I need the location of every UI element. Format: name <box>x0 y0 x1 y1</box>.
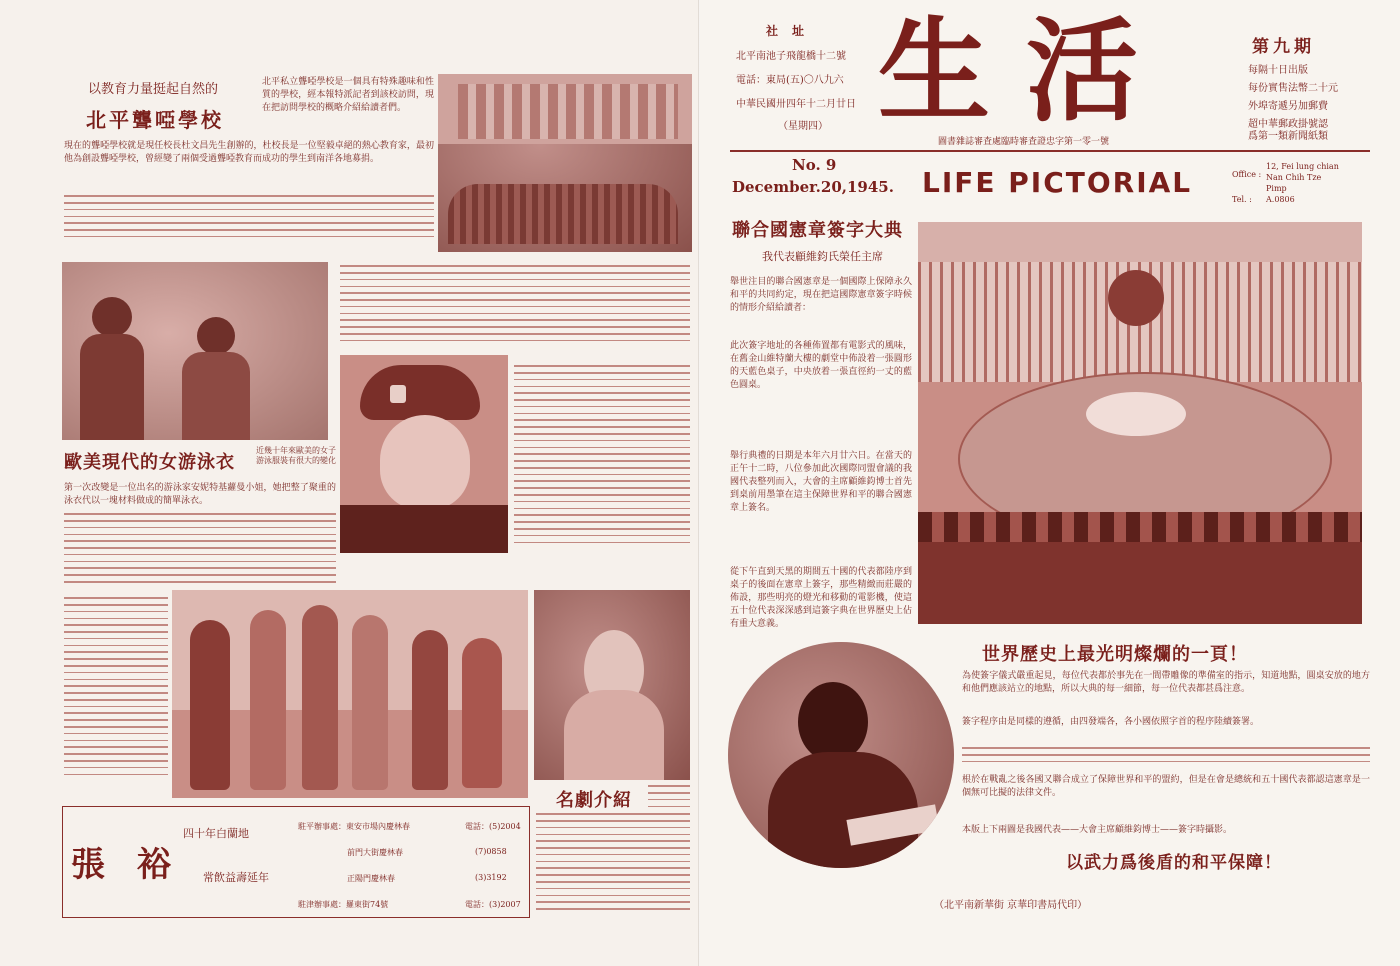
un-body-2: 此次簽字地址的各種佈置都有電影式的風味，在舊金山維特蘭大樓的劇堂中佈設着一張圓形的天藍色桌子，中央放着一張直徑約一丈的藍色圓桌。 <box>730 341 912 390</box>
school-body-text: 現在的聾啞學校就是現任校長杜文昌先生創辦的，杜校長是一位堅毅卓絕的熱心教育家，最初他為創設聾啞學校，曾經變了兩個受過聾啞教育而成功的學生到南洋各地募捐。 <box>64 141 434 164</box>
ad-tel-1: 電話：(5)2004 <box>465 822 521 831</box>
history-body-3: 根於在戰亂之後各國又聯合成立了保障世界和平的盟約，但是在會是總統和五十國代表都認這憲章是一個無可比擬的法律文件。 <box>962 775 1370 798</box>
ad-tel-2: (7)0858 <box>475 847 507 856</box>
school-headline: 北平聾啞學校 <box>86 108 224 132</box>
tel-label: Tel. : <box>1232 195 1252 204</box>
history-body-4: 本版上下兩圖是我國代表——大會主席顧維鈞博士——簽字時攝影。 <box>962 825 1233 835</box>
un-body-3: 舉行典禮的日期是本年六月廿六日。在當天的正午十二時，八位參加此次國際同盟會議的我國代表整列而入，大會的主席顧維鈞博士首先到桌前用墨筆在這主保障世界和平的聯合國憲章上簽名。 <box>730 451 912 513</box>
swimsuit-models-photo <box>172 590 528 798</box>
office-addr-3: Pimp <box>1266 184 1287 193</box>
woman-portrait-photo <box>340 355 508 553</box>
issue-cn: 第九期 <box>1252 37 1315 57</box>
pub-info-1: 每隔十日出版 <box>1248 65 1308 76</box>
ad-slogan-1: 四十年白蘭地 <box>183 827 249 840</box>
right-page <box>700 0 1400 966</box>
closing-slogan: 以武力爲後盾的和平保障！ <box>1066 853 1282 873</box>
ad-tel-4: 電話：(3)2007 <box>465 900 521 909</box>
school-group-photo <box>438 74 692 252</box>
drama-headline: 名劇介紹 <box>556 790 632 811</box>
drama-still-photo <box>534 590 690 780</box>
date-en: December.20,1945. <box>732 178 894 196</box>
school-teachers-photo <box>62 262 328 440</box>
un-signing-photo <box>918 222 1362 624</box>
phone-cn: 電話：東局(五)〇八九六 <box>736 75 844 86</box>
printer-credit: （北平南新華街 京華印書局代印） <box>934 900 1088 911</box>
delegate-signing-photo <box>728 642 954 868</box>
swim-intro: 近幾十年來歐美的女子游泳服裝有很大的變化 <box>256 446 336 465</box>
un-headline: 聯合國憲章簽字大典 <box>732 220 903 241</box>
ad-branch-1: 前門大街慶林春 <box>347 848 403 857</box>
swim-body-text: 第一次改變是一位出名的游泳家安妮特基蘿曼小姐，她把整了聚重的泳衣代以一塊材料做成的簡單泳衣。 <box>64 483 336 506</box>
pub-info-2: 每份實售法幣二十元 <box>1248 83 1338 94</box>
office-addr-2: Nan Chih Tze <box>1266 173 1322 182</box>
ad-brand-name: 張 裕 <box>71 845 181 885</box>
title-en: LIFE PICTORIAL <box>922 166 1193 199</box>
un-body-4: 從下午直到天黑的期間五十國的代表都陸序到桌子的後面在憲章上簽字，那些精緻而莊嚴的佈設，那些明亮的燈光和移動的電影機，使這五十位代表深深感到這簽字典在世界歷史上佔有重大意義。 <box>730 567 912 629</box>
school-lines-2 <box>340 260 690 360</box>
zhangyu-brandy-ad <box>62 806 530 918</box>
reg-1: 超中華郵政掛號認 <box>1248 119 1328 130</box>
un-subhead: 我代表顧維鈞氏榮任主席 <box>762 250 883 263</box>
masthead-title-cn: 生活 <box>878 6 1174 137</box>
tel-value: A.0806 <box>1266 195 1295 204</box>
address-cn: 北平南池子飛龍橋十二號 <box>736 51 846 62</box>
ad-slogan-2: 常飲益壽延年 <box>203 871 269 884</box>
school-kicker: 以教育力量挺起自然的 <box>88 82 219 97</box>
pub-info-3: 外埠寄遞另加郵費 <box>1248 101 1328 112</box>
history-headline: 世界歷史上最光明燦爛的一頁！ <box>982 644 1248 665</box>
issue-no: No. 9 <box>792 156 837 174</box>
drama-lines <box>536 808 690 918</box>
publisher-label: 社址 <box>766 24 819 38</box>
school-intro-text: 北平私立聾啞學校是一個具有特殊趣味和性質的學校，經本報特派記者到該校訪問，現在把訪問學校的概略介紹給讀者們。 <box>262 77 434 113</box>
reg-2: 爲第一類新聞紙類 <box>1248 131 1328 142</box>
ad-office: 駐平辦事處：東安市場內慶林春 <box>298 822 410 831</box>
swim-lines-1 <box>64 508 336 592</box>
swim-lines-2 <box>64 592 168 802</box>
ad-tianjin: 駐津辦事處：羅東街74號 <box>298 900 389 909</box>
office-addr-1: 12, Fei lung chian <box>1266 162 1339 171</box>
un-body-1: 舉世注目的聯合國憲章是一個國際上保障永久和平的共同約定，現在把這國際憲章簽字時候的情形介紹給讀者： <box>730 277 912 313</box>
office-label: Office : <box>1232 170 1262 179</box>
swim-headline: 歐美現代的女游泳衣 <box>64 452 235 473</box>
date-cn: 中華民國卅四年十二月廿日 <box>736 99 856 110</box>
drama-lines-top <box>648 780 690 810</box>
history-body-2: 簽字程序由是同樣的遵循，由四發端各，各小國依照字首的程序陸續簽署。 <box>962 717 1260 727</box>
registration-note: 圖書雜誌審査處臨時審査證忠字第一零一號 <box>938 137 1110 147</box>
ad-branch-2: 正陽門慶林春 <box>347 874 395 883</box>
history-lines <box>962 742 1370 772</box>
masthead-rule <box>730 150 1370 152</box>
ad-tel-3: (3)3192 <box>475 873 507 882</box>
school-body-lines <box>64 190 434 250</box>
school-lines-3 <box>514 360 690 555</box>
history-body: 為使簽字儀式嚴重起見，每位代表都於事先在一間帶雕像的準備室的指示，知道地點，圓桌安放的地方和他們應該站立的地點，所以大典的每一細節，每一位代表都甚爲注意。 <box>962 671 1370 694</box>
weekday-cn: （星期四） <box>778 121 828 132</box>
